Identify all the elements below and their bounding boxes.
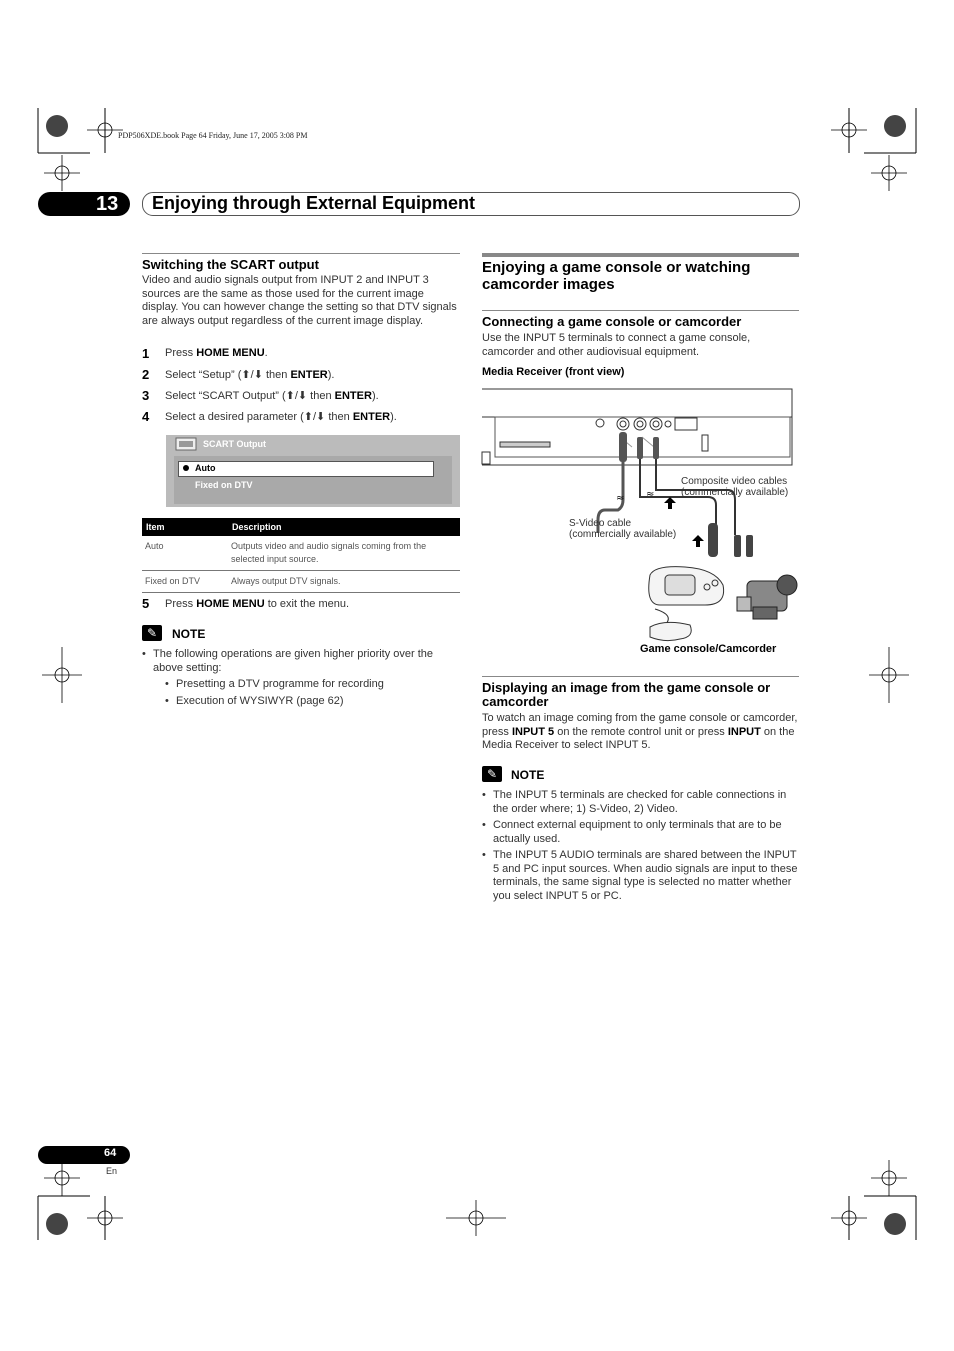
table-cell: Auto (142, 536, 228, 571)
page-language: En (106, 1166, 118, 1176)
note-item: • The INPUT 5 AUDIO terminals are shared between the INPUT 5 and PC input sources. When audio signals are input to these terminals, the same signal type is selected no matter whether you select INPUT 5 or PC. (482, 849, 799, 903)
note-item: • The following operations are given higher priority over the above setting: (142, 648, 460, 675)
figure-caption: Media Receiver (front view) (482, 366, 625, 378)
step-text: Press HOME MENU. (165, 347, 268, 359)
svideo-cable-label-1: S-Video cable (569, 518, 632, 529)
step-text: Select a desired parameter (⬆/⬇ then ENTER). (165, 411, 397, 423)
menu-screen-icon (175, 437, 199, 453)
osd-option-auto-label: Auto (195, 463, 216, 473)
step-number: 3 (142, 388, 150, 403)
note-pencil-icon: ✎ (142, 625, 162, 641)
table-cell: Fixed on DTV (142, 571, 228, 593)
chapter-title: Enjoying through External Equipment (152, 193, 476, 213)
svg-text:≈: ≈ (616, 493, 625, 504)
table-header: Item (142, 518, 228, 536)
table-header: Description (228, 518, 460, 536)
connect-body: Use the INPUT 5 terminals to connect a game console, camcorder and other audiovisual equipment. (482, 332, 751, 358)
section-divider (482, 676, 799, 677)
osd-option-fixed-label[interactable]: Fixed on DTV (195, 480, 253, 490)
step-text: Press HOME MENU to exit the menu. (165, 598, 350, 610)
note-list (142, 648, 460, 678)
note-item: • Connect external equipment to only terminals that are to be actually used. (482, 819, 799, 846)
composite-cable-label-2: (commercially available) (681, 487, 789, 498)
book-file-info: PDP506XDE.book Page 64 Friday, June 17, 2005 3:08 PM (118, 131, 308, 140)
svg-text:≈: ≈ (646, 489, 655, 500)
step-text: Select “Setup” (⬆/⬇ then ENTER). (165, 369, 335, 381)
svideo-cable-label-2: (commercially available) (569, 529, 677, 540)
note-subitem: • Presetting a DTV programme for recording (165, 678, 460, 692)
note-pencil-icon: ✎ (482, 766, 502, 782)
display-heading: Displaying an image from the game console or camcorder (482, 680, 771, 709)
connect-heading: Connecting a game console or camcorder (482, 314, 742, 329)
scart-intro: Video and audio signals output from INPUT 2 and INPUT 3 sources are the same as those used for the current image display. You can however change the setting so that DTV signals are always output regardless of the current image display. (142, 274, 457, 327)
note-item: • The INPUT 5 terminals are checked for cable connections in the order where; 1) S-Video, 2) Video. (482, 789, 799, 816)
table-cell: Always output DTV signals. (228, 571, 460, 593)
chapter-number: 13 (96, 193, 119, 215)
note-subitem: • Execution of WYSIWYR (page 62) (165, 695, 460, 709)
connection-diagram (480, 385, 802, 645)
scart-heading: Switching the SCART output (142, 257, 319, 272)
step-number: 2 (142, 367, 150, 382)
note-list (482, 789, 799, 906)
step-number: 1 (142, 346, 150, 361)
table-header-row (142, 518, 460, 536)
osd-title: SCART Output (203, 439, 266, 449)
section-title-rule (482, 253, 799, 257)
step-number: 5 (142, 596, 150, 611)
note-sublist (165, 678, 460, 711)
selected-dot-icon (183, 465, 189, 471)
table-row (142, 536, 460, 571)
composite-cable-label-1: Composite video cables (681, 476, 788, 487)
note-label: NOTE (511, 768, 545, 782)
display-body: To watch an image coming from the game console or camcorder, press INPUT 5 on the remote control unit or press INPUT on the Media Receiver to select INPUT 5. (482, 712, 798, 751)
step-number: 4 (142, 409, 150, 424)
section-title: Enjoying a game console or watching camcorder images (482, 259, 751, 293)
device-label: Game console/Camcorder (640, 643, 777, 655)
note-label: NOTE (172, 627, 206, 641)
osd-option-auto[interactable] (178, 461, 434, 477)
table-row (142, 571, 460, 593)
page-number: 64 (104, 1147, 117, 1159)
section-divider (482, 310, 799, 311)
table-cell: Outputs video and audio signals coming from the selected input source. (228, 536, 460, 571)
scart-options-table (142, 518, 460, 593)
section-rule (142, 253, 460, 254)
step-text: Select “SCART Output” (⬆/⬇ then ENTER). (165, 390, 379, 402)
